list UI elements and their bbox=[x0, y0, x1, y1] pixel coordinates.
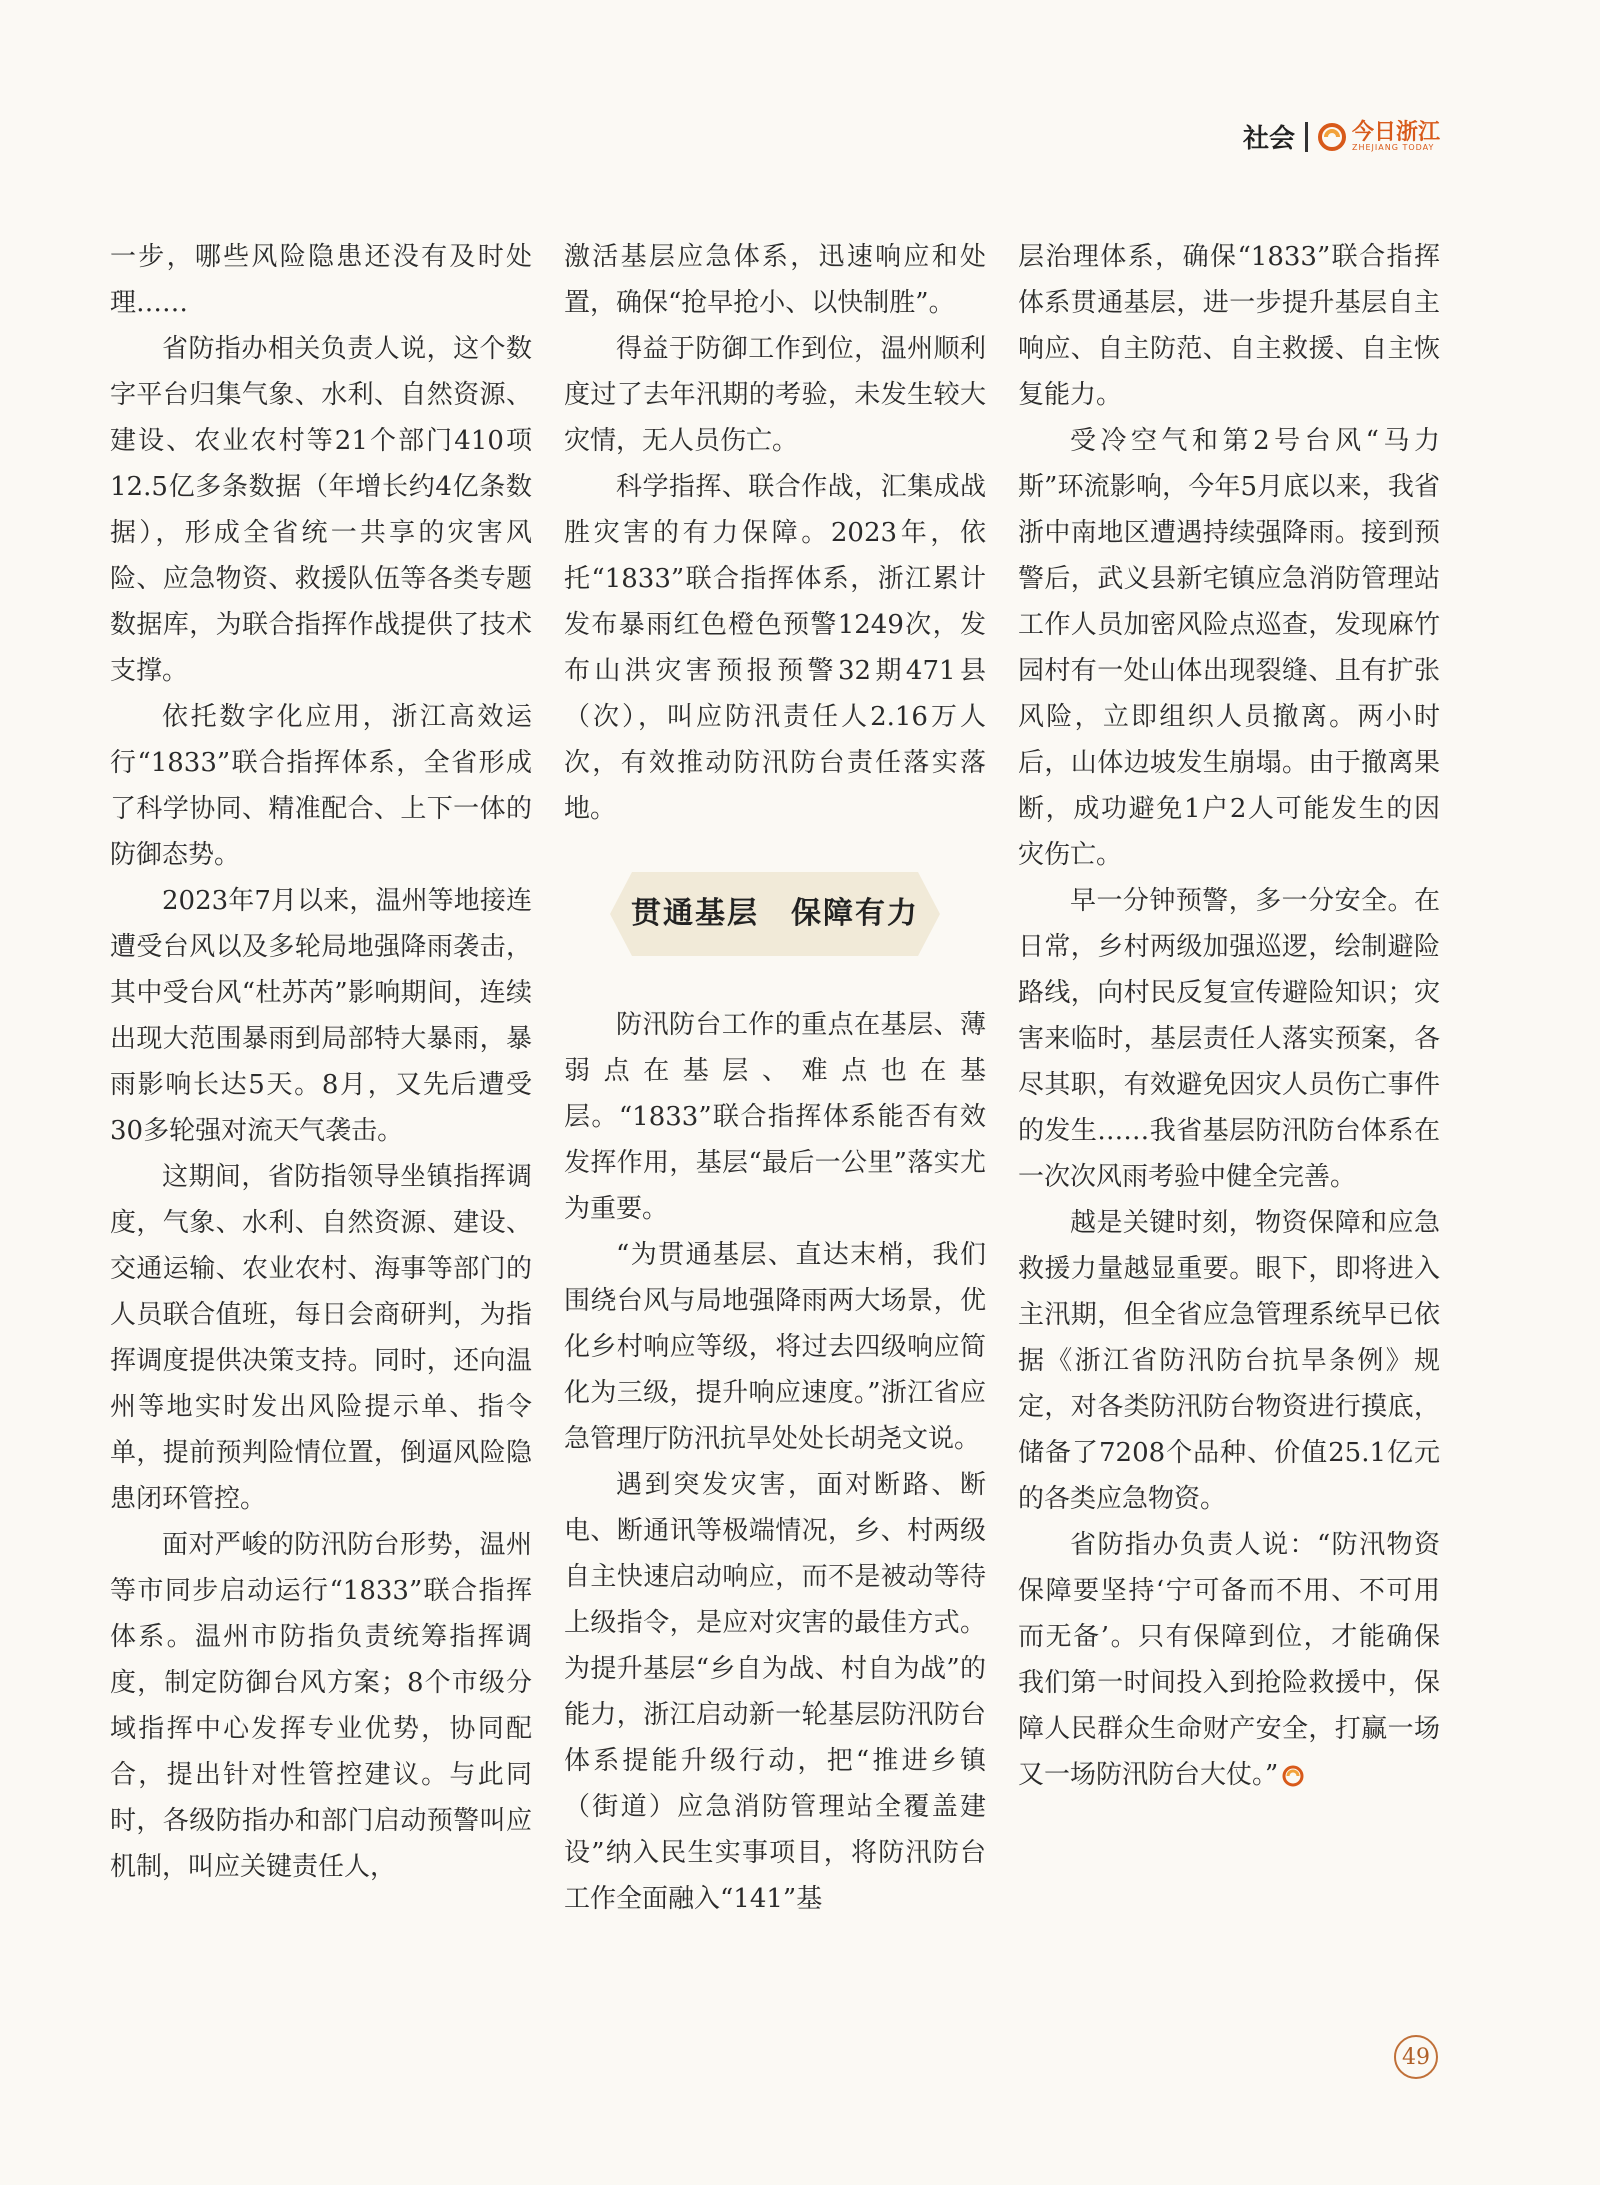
subheading-text: 贯通基层 保障有力 bbox=[631, 896, 919, 931]
paragraph: 防汛防台工作的重点在基层、薄弱点在基层、难点也在基层。“1833”联合指挥体系能否有效发挥作用，基层“最后一公里”落实尤为重要。 bbox=[564, 1010, 986, 1224]
paragraph-text: 省防指办负责人说：“防汛物资保障要坚持‘宁可备而不用、不可用而无备’。只有保障到位，才能确保我们第一时间投入到抢险救援中，保障人民群众生命财产安全，打赢一场又一场防汛防台大仗。” bbox=[1018, 1530, 1440, 1790]
column-3 bbox=[1018, 234, 1440, 1798]
paragraph: 面对严峻的防汛防台形势，温州等市同步启动运行“1833”联合指挥体系。温州市防指负责统筹指挥调度，制定防御台风方案；8个市级分域指挥中心发挥专业优势，协同配合，提出针对性管控建议。与此同时，各级防指办和部门启动预警叫应机制，叫应关键责任人， bbox=[110, 1530, 532, 1882]
column-1 bbox=[110, 234, 532, 1890]
header-divider bbox=[1305, 122, 1308, 152]
paragraph: 2023年7月以来，温州等地接连遭受台风以及多轮局地强降雨袭击，其中受台风“杜苏芮”影响期间，连续出现大范围暴雨到局部特大暴雨，暴雨影响长达5天。8月，又先后遭受30多轮强对流天气袭击。 bbox=[110, 886, 532, 1146]
paragraph: 激活基层应急体系，迅速响应和处置，确保“抢早抢小、以快制胜”。 bbox=[564, 242, 986, 318]
page-number: 49 bbox=[1394, 2035, 1438, 2079]
section-label: 社会 bbox=[1242, 124, 1295, 154]
logo-swirl-icon bbox=[1318, 123, 1346, 151]
paragraph: 遇到突发灾害，面对断路、断电、断通讯等极端情况，乡、村两级自主快速启动响应，而不是被动等待上级指令，是应对灾害的最佳方式。为提升基层“乡自为战、村自为战”的能力，浙江启动新一轮基层防汛防台体系提能升级行动，把“推进乡镇（街道）应急消防管理站全覆盖建设”纳入民生实事项目，将防汛防台工作全面融入“141”基 bbox=[564, 1470, 986, 1914]
paragraph: “为贯通基层、直达末梢，我们围绕台风与局地强降雨两大场景，优化乡村响应等级，将过去四级响应简化为三级，提升响应速度。”浙江省应急管理厅防汛抗旱处处长胡尧文说。 bbox=[564, 1240, 986, 1454]
article-end-icon bbox=[1282, 1765, 1304, 1787]
paragraph: 省防指办相关负责人说，这个数字平台归集气象、水利、自然资源、建设、农业农村等21个部门410项12.5亿多条数据（年增长约4亿条数据），形成全省统一共享的灾害风险、应急物资、救援队伍等各类专题数据库，为联合指挥作战提供了技术支撑。 bbox=[110, 334, 532, 686]
paragraph: 早一分钟预警，多一分安全。在日常，乡村两级加强巡逻，绘制避险路线，向村民反复宣传避险知识；灾害来临时，基层责任人落实预案，各尽其职，有效避免因灾人员伤亡事件的发生……我省基层防汛防台体系在一次次风雨考验中健全完善。 bbox=[1018, 886, 1440, 1192]
logo-subtitle: ZHEJIANG TODAY bbox=[1351, 143, 1435, 152]
paragraph: 依托数字化应用，浙江高效运行“1833”联合指挥体系，全省形成了科学协同、精准配合、上下一体的防御态势。 bbox=[110, 702, 532, 870]
paragraph: 越是关键时刻，物资保障和应急救援力量越显重要。眼下，即将进入主汛期，但全省应急管理系统早已依据《浙江省防汛防台抗旱条例》规定，对各类防汛防台物资进行摸底，储备了7208个品种、价值25.1亿元的各类应急物资。 bbox=[1018, 1208, 1440, 1514]
paragraph: 得益于防御工作到位，温州顺利度过了去年汛期的考验，未发生较大灾情，无人员伤亡。 bbox=[564, 334, 986, 456]
section-subheading bbox=[564, 872, 986, 956]
paragraph: 这期间，省防指领导坐镇指挥调度，气象、水利、自然资源、建设、交通运输、农业农村、海事等部门的人员联合值班，每日会商研判，为指挥调度提供决策支持。同时，还向温州等地实时发出风险提示单、指令单，提前预判险情位置，倒逼风险隐患闭环管控。 bbox=[110, 1162, 532, 1514]
paragraph bbox=[1018, 1522, 1440, 1798]
column-2 bbox=[564, 234, 986, 1922]
paragraph: 一步，哪些风险隐患还没有及时处理…… bbox=[110, 242, 532, 318]
paragraph: 科学指挥、联合作战，汇集成战胜灾害的有力保障。2023年，依托“1833”联合指挥体系，浙江累计发布暴雨红色橙色预警1249次，发布山洪灾害预报预警32期471县（次），叫应防汛责任人2.16万人次，有效推动防汛防台责任落实落地。 bbox=[564, 472, 986, 824]
paragraph: 层治理体系，确保“1833”联合指挥体系贯通基层，进一步提升基层自主响应、自主防范、自主救援、自主恢复能力。 bbox=[1018, 242, 1440, 410]
magazine-logo bbox=[1318, 121, 1440, 152]
page-header bbox=[1243, 118, 1440, 155]
logo-title: 今日浙江 bbox=[1351, 119, 1440, 145]
article-body bbox=[110, 234, 1440, 1994]
paragraph: 受冷空气和第2号台风“马力斯”环流影响，今年5月底以来，我省浙中南地区遭遇持续强降雨。接到预警后，武义县新宅镇应急消防管理站工作人员加密风险点巡查，发现麻竹园村有一处山体出现裂缝、且有扩张风险，立即组织人员撤离。两小时后，山体边坡发生崩塌。由于撤离果断，成功避免1户2人可能发生的因灾伤亡。 bbox=[1018, 426, 1440, 870]
